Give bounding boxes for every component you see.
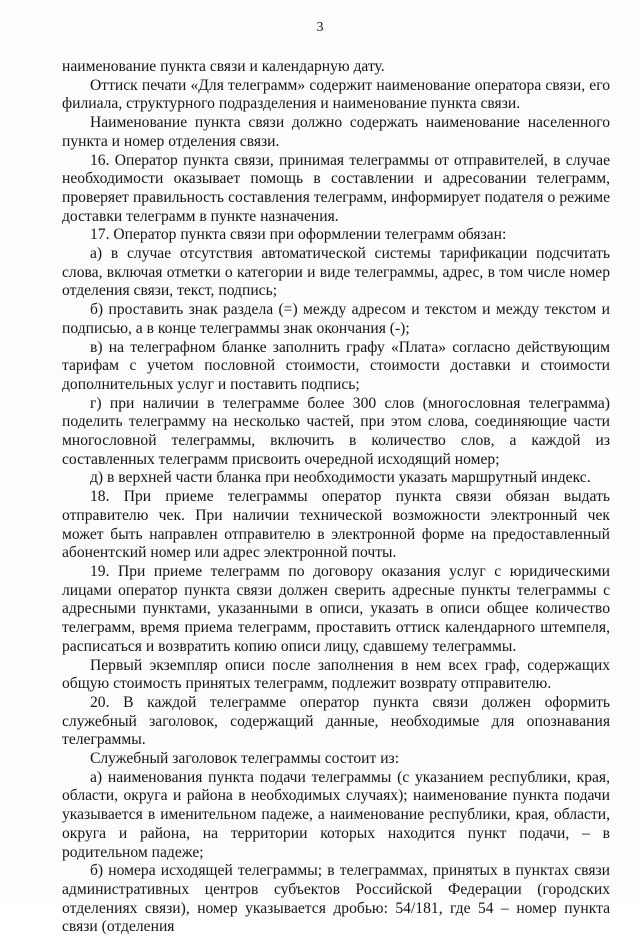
paragraph-17: 17. Оператор пункта связи при оформлении телеграмм обязан:	[90, 226, 507, 244]
paragraph-17-v: в) на телеграфном бланке заполнить графу «Плата» согласно действующим тарифам с учетом пословной стоимости, стоимости доставки и стоимости дополнительных услуг и поставить подпись;	[62, 338, 610, 393]
paragraph-20-header: Служебный заголовок телеграммы состоит из:	[90, 750, 400, 768]
paragraph-19-copy: Первый экземпляр описи после заполнения в нем всех граф, содержащих общую стоимость принятых телеграмм, подлежит возврату отправителю.	[62, 656, 610, 693]
paragraph-20: 20. В каждой телеграмме оператор пункта связи должен оформить служебный заголовок, содержащий данные, необходимые для опознавания телеграммы.	[62, 693, 610, 749]
paragraph-20-b: б) номера исходящей телеграммы; в телеграммах, принятых в пунктах связи административных центров субъектов Российской Федерации (городских отделениях связи), номер указывается дробью: 54/181, где 54 – номер пункта связи (отделения	[62, 862, 610, 936]
document-body	[62, 58, 610, 937]
paragraph-17-a: а) в случае отсутствия автоматической системы тарификации подсчитать слова, включая отметки о категории и виде телеграммы, адрес, в том числе номер отделения связи, текст, подпись;	[62, 245, 610, 300]
paragraph-19: 19. При приеме телеграмм по договору оказания услуг с юридическими лицами оператор пункта связи должен сверить адресные пункты телеграммы с адресными пунктами, указанными в описи, указать в описи общее количество телеграмм, время приема телеграмм, проставить оттиск календарного штемпеля, расписаться и возвратить копию описи лицу, сдавшему телеграммы.	[62, 562, 610, 655]
paragraph-17-b: б) проставить знак раздела (=) между адресом и текстом и между текстом и подписью, а в конце телеграммы знак окончания (-);	[62, 301, 610, 337]
paragraph-16: 16. Оператор пункта связи, принимая телеграммы от отправителей, в случае необходимости оказывает помощь в составлении и адресовании телеграмм, проверяет правильность составления телеграмм, информирует подателя о режиме доставки телеграмм в пункте назначения.	[62, 151, 610, 225]
paragraph-20-a: а) наименования пункта подачи телеграммы (с указанием республики, края, области, округа и района в необходимых случаях); наименование пункта подачи указывается в именительном падеже, а наименование республики, края, области, округа и района, на территории которых находится пункт подачи, – в родительном падеже;	[62, 768, 610, 861]
paragraph-17-g: г) при наличии в телеграмме более 300 слов (многословная телеграмма) поделить телеграмму на несколько частей, при этом слова, соединяющие части многословной телеграммы, включить в количество слов, а каждой из составленных телеграмм присвоить очередной исходящий номер;	[62, 394, 610, 468]
paragraph-18: 18. При приеме телеграммы оператор пункта связи обязан выдать отправителю чек. При наличии технической возможности электронный чек может быть направлен отправителю в электронной форме на предоставленный абонентский номер или адрес электронной почты.	[62, 488, 610, 562]
paragraph-point-name: Наименование пункта связи должно содержать наименование населенного пункта и номер отделения связи.	[62, 114, 610, 150]
paragraph-17-d: д) в верхней части бланка при необходимости указать маршрутный индекс.	[90, 469, 591, 487]
paragraph-stamp: Оттиск печати «Для телеграмм» содержит наименование оператора связи, его филиала, структурного подразделения и наименование пункта связи.	[62, 76, 610, 113]
paragraph-continuation: наименование пункта связи и календарную дату.	[62, 58, 385, 75]
page-number: 3	[316, 20, 324, 35]
